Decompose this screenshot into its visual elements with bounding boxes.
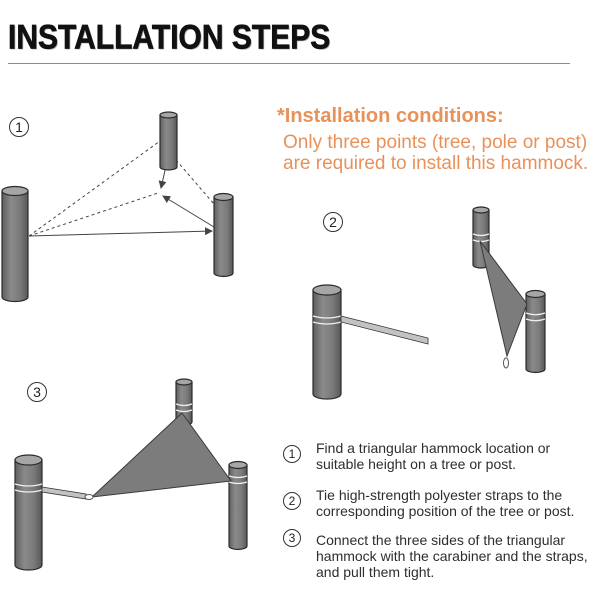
step-line: corresponding position of the tree or post. <box>316 503 575 519</box>
carabiner <box>85 495 93 500</box>
carabiner <box>504 358 509 368</box>
post-top <box>160 112 177 170</box>
step-3-text <box>316 532 588 580</box>
step-number-2: 2 <box>283 492 301 510</box>
post-right <box>214 194 233 277</box>
dashed-guide-line <box>176 160 214 204</box>
diagram-number-3: 3 <box>27 382 47 402</box>
strap <box>42 487 86 499</box>
diagram-number-2: 2 <box>323 212 343 232</box>
diagram-number-1: 1 <box>9 117 29 137</box>
post-right <box>229 462 247 550</box>
step-number-3: 3 <box>283 529 301 547</box>
post-left <box>2 187 28 302</box>
post-right <box>526 291 545 373</box>
post-left <box>313 285 341 399</box>
conditions-text <box>283 132 588 174</box>
step-line: Connect the three sides of the triangular <box>316 532 566 548</box>
step-line: Tie high-strength polyester straps to the <box>316 487 563 503</box>
page-title: INSTALLATION STEPS <box>8 18 331 57</box>
diagram-2 <box>313 207 545 399</box>
conditions-line: are required to install this hammock. <box>283 153 589 174</box>
conditions-line: Only three points (tree, pole or post) <box>283 132 588 153</box>
step-line: hammock with the carabiner and the straps, <box>316 548 588 564</box>
dashed-guide-line <box>29 141 160 236</box>
dashed-guide-line <box>29 193 158 236</box>
guide-lines <box>29 141 214 236</box>
hammock <box>92 413 231 497</box>
conditions-heading: *Installation conditions: <box>277 105 504 127</box>
direction-arrow <box>163 196 214 227</box>
diagram-1 <box>2 112 233 302</box>
strap <box>341 316 428 344</box>
step-line: Find a triangular hammock location or <box>316 440 551 456</box>
post-left <box>15 455 42 570</box>
diagram-3 <box>15 379 247 570</box>
step-line: and pull them tight. <box>316 564 435 580</box>
direction-arrow <box>29 231 212 236</box>
hammock <box>480 241 527 356</box>
step-line: suitable height on a tree or post. <box>316 456 517 472</box>
step-1-text <box>316 440 550 472</box>
step-2-text <box>316 487 574 519</box>
step-number-1: 1 <box>283 445 301 463</box>
